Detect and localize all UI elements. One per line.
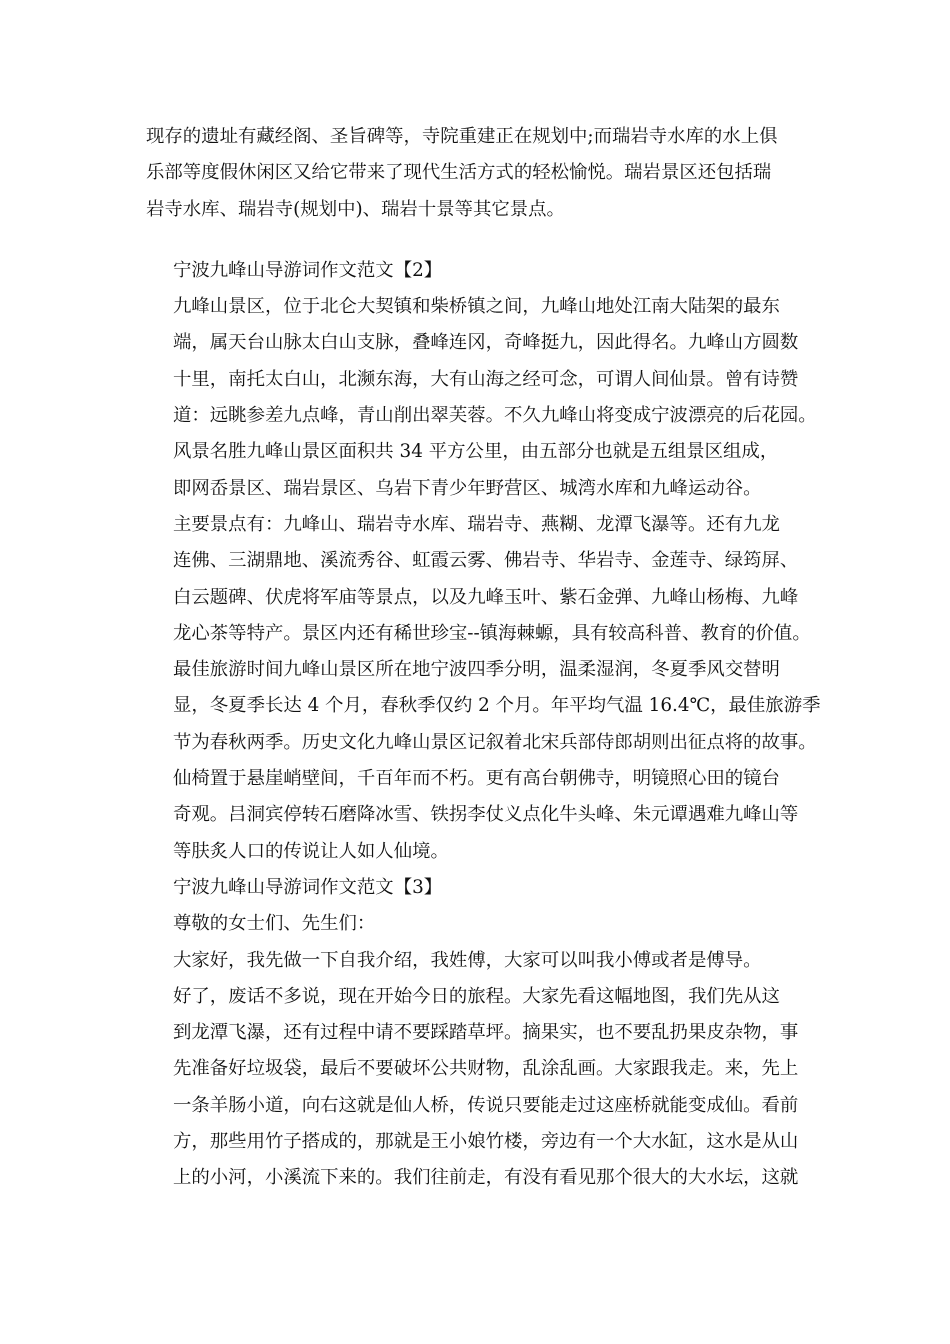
text-line: 岩寺水库、瑞岩寺(规划中)、瑞岩十景等其它景点。 [146, 198, 565, 220]
paragraph-greeting [146, 906, 806, 942]
text-line: 最佳旅游时间九峰山景区所在地宁波四季分明，温柔湿润，冬夏季风交替明 [173, 659, 780, 681]
text-line: 风景名胜九峰山景区面积共 34 平方公里，由五部分也就是五组景区组成， [173, 441, 779, 463]
text-line: 乐部等度假休闲区又给它带来了现代生活方式的轻松愉悦。瑞岩景区还包括瑞 [146, 162, 772, 184]
text-line: 主要景点有：九峰山、瑞岩寺水库、瑞岩寺、燕糊、龙潭飞瀑等。还有九龙 [173, 513, 780, 535]
text-line: 先准备好垃圾袋，最后不要破坏公共财物，乱涂乱画。大家跟我走。来，先上 [173, 1058, 799, 1080]
heading-text: 宁波九峰山导游词作文范文【3】 [173, 876, 443, 898]
text-line: 现存的遗址有藏经阁、圣旨碑等，寺院重建正在规划中;而瑞岩寺水库的水上俱 [146, 126, 778, 147]
paragraph-ruiyan-scenic-area [146, 119, 806, 228]
paragraph-self-introduction [146, 943, 806, 979]
document-page [146, 119, 821, 1197]
paragraph-jiufeng-intro [146, 289, 817, 434]
text-line: 到龙潭飞瀑，还有过程中请不要踩踏草坪。摘果实，也不要乱扔果皮杂物，事 [173, 1022, 799, 1044]
paragraph-best-travel-time [146, 652, 821, 761]
paragraph-tour-route [146, 979, 806, 1197]
section-heading-3 [146, 870, 806, 906]
text-line: 白云题碑、伏虎将军庙等景点，以及九峰玉叶、紫石金弹、九峰山杨梅、九峰 [173, 586, 799, 608]
section-gap [146, 228, 806, 253]
text-line: 好了，废话不多说，现在开始今日的旅程。大家先看这幅地图，我们先从这 [173, 985, 780, 1007]
paragraph-main-attractions [146, 507, 811, 652]
section-heading-2 [146, 253, 806, 289]
text-line: 端，属天台山脉太白山支脉，叠峰连冈，奇峰挺九，因此得名。九峰山方圆数 [173, 332, 799, 354]
text-line: 方，那些用竹子搭成的，那就是王小娘竹楼，旁边有一个大水缸，这水是从山 [173, 1131, 799, 1153]
text-line: 仙椅置于悬崖峭壁间，千百年而不朽。更有高台朝佛寺，明镜照心田的镜台 [173, 768, 780, 790]
text-line: 等肤炙人口的传说让人如人仙境。 [173, 840, 449, 862]
paragraph-scenic-area-size [146, 434, 806, 507]
text-line: 大家好，我先做一下自我介绍，我姓傅，大家可以叫我小傅或者是傅导。 [173, 949, 762, 971]
paragraph-legends [146, 761, 806, 870]
text-line: 尊敬的女士们、先生们： [173, 913, 376, 935]
text-line: 九峰山景区，位于北仑大契镇和柴桥镇之间，九峰山地处江南大陆架的最东 [173, 296, 780, 318]
text-line: 节为春秋两季。历史文化九峰山景区记叙着北宋兵部侍郎胡则出征点将的故事。 [173, 731, 817, 753]
text-line: 连佛、三湖鼎地、溪流秀谷、虹霞云雾、佛岩寺、华岩寺、金莲寺、绿筠屏、 [173, 550, 799, 572]
text-line: 奇观。吕洞宾停转石磨降冰雪、铁拐李仗义点化牛头峰、朱元谭遇难九峰山等 [173, 804, 799, 826]
text-line: 一条羊肠小道，向右这就是仙人桥，传说只要能走过这座桥就能变成仙。看前 [173, 1094, 799, 1116]
text-line: 显，冬夏季长达 4 个月，春秋季仅约 2 个月。年平均气温 16.4℃，最佳旅游季 [173, 695, 821, 717]
heading-text: 宁波九峰山导游词作文范文【2】 [173, 259, 443, 281]
text-line: 十里，南托太白山，北濒东海，大有山海之经可念，可谓人间仙景。曾有诗赞 [173, 368, 799, 390]
text-line: 龙心茶等特产。景区内还有稀世珍宝--镇海棘螈，具有较高科普、教育的价值。 [173, 622, 811, 644]
text-line: 即网岙景区、瑞岩景区、乌岩下青少年野营区、城湾水库和九峰运动谷。 [173, 477, 762, 499]
text-line: 道：远眺参差九点峰，青山削出翠芙蓉。不久九峰山将变成宁波漂亮的后花园。 [173, 405, 817, 427]
text-line: 上的小河，小溪流下来的。我们往前走，有没有看见那个很大的大水坛，这就 [173, 1167, 799, 1189]
